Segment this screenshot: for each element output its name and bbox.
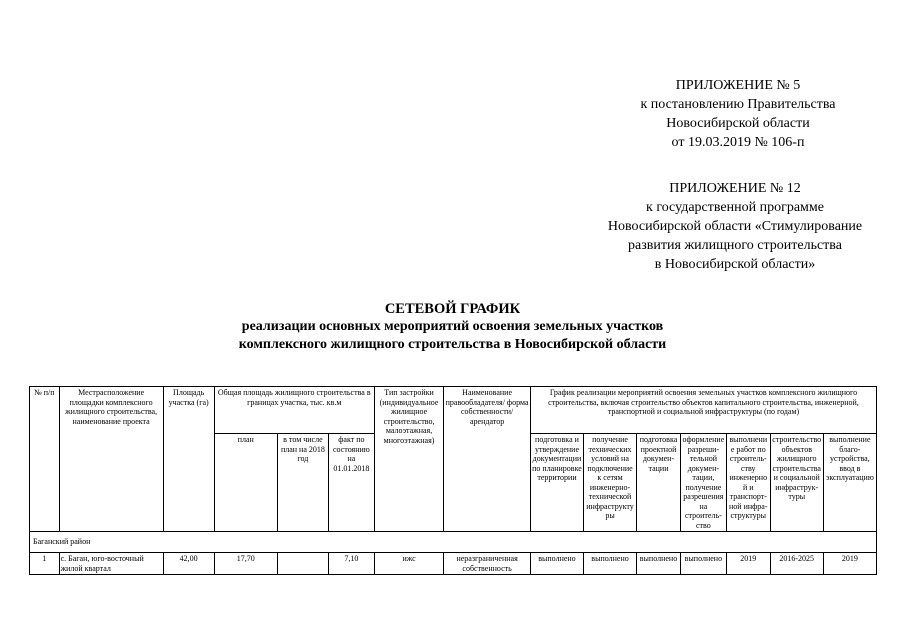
appendix-12-line: развития жилищного строительства: [628, 238, 842, 253]
cell-location: с. Баган, юго-восточный жилой квартал: [59, 553, 163, 575]
cell-planning-docs: выполнено: [530, 553, 583, 575]
header-area: Площадь участка (га): [163, 387, 214, 532]
subheader-commissioning: выполнение благо-устройства, ввод в эксплуатацию: [823, 434, 876, 532]
cell-build-type: ижс: [374, 553, 443, 575]
subheader-construction: строительство объектов жилищного строительства и социальной инфраструк-туры: [770, 434, 823, 532]
document-title: [0, 300, 905, 354]
cell-construction: 2016-2025: [770, 553, 823, 575]
subheader-plan: план: [214, 434, 277, 532]
cell-num: 1: [30, 553, 60, 575]
appendix-5-line: от 19.03.2019 № 106-п: [671, 135, 805, 150]
subheader-plan-2018: в том числе план на 2018 год: [277, 434, 328, 532]
document-subtitle-line: реализации основных мероприятий освоения земельных участков: [241, 319, 664, 334]
cell-owner: неразграниченная собственность: [444, 553, 531, 575]
appendix-5-title: ПРИЛОЖЕНИЕ № 5: [675, 78, 801, 93]
subheader-infrastructure: выполнение работ по строитель-ству инженерной и транспорт-ной инфра-структуры: [726, 434, 770, 532]
subheader-tech-conditions: получение технических условий на подключение к сетям инженерно-технической инфраструктуры: [584, 434, 637, 532]
subheader-planning-docs: подготовка и утверждение документации по планировке территории: [530, 434, 583, 532]
header-owner: Наименование правообладателя/ форма собственности/ арендатор: [444, 387, 531, 532]
table-row: [30, 553, 877, 575]
district-name: Баганский район: [30, 532, 877, 553]
appendix-12-title: ПРИЛОЖЕНИЕ № 12: [669, 181, 801, 196]
cell-plan-2018: [277, 553, 328, 575]
document-title-main: СЕТЕВОЙ ГРАФИК: [384, 301, 521, 317]
subheader-fact: факт по состоянию на 01.01.2018: [328, 434, 374, 532]
table-header-row: [30, 387, 877, 434]
appendix-12-line: к государственной программе: [646, 200, 824, 215]
appendix-5-line: к постановлению Правительства: [640, 97, 836, 112]
cell-fact: 7,10: [328, 553, 374, 575]
cell-project-docs: выполнено: [637, 553, 681, 575]
appendix-12-block: [585, 179, 885, 274]
schedule-table: [29, 386, 877, 575]
cell-commissioning: 2019: [823, 553, 876, 575]
subheader-project-docs: подготовка проектной докумен-тации: [637, 434, 681, 532]
cell-plan: 17,70: [214, 553, 277, 575]
cell-infrastructure: 2019: [726, 553, 770, 575]
appendix-12-line: в Новосибирской области»: [654, 257, 816, 272]
header-num: № п/п: [30, 387, 60, 532]
subheader-permits: оформление разреши-тельной докумен-тации, получение разрешения на строитель-ство: [680, 434, 726, 532]
appendix-5-block: [598, 76, 878, 152]
header-build-type: Тип застройки (индивидуальное жилищное строительство, малоэтажная, многоэтажная): [374, 387, 443, 532]
cell-tech-conditions: выполнено: [584, 553, 637, 575]
header-schedule: График реализации мероприятий освоения земельных участков комплексного жилищного строительства, включая строительство объектов капитального строительства, инженерной, транспортной и социальной инфраструктуры (по годам): [530, 387, 876, 434]
document-subtitle-line: комплексного жилищного строительства в Новосибирской области: [238, 337, 667, 352]
header-location: Местрасположение площадки комплексного жилищного строительства, наименование проекта: [59, 387, 163, 532]
header-total-area: Общая площадь жилищного строительства в границах участка, тыс. кв.м: [214, 387, 374, 434]
appendix-5-line: Новосибирской области: [666, 116, 810, 131]
cell-permits: выполнено: [680, 553, 726, 575]
cell-area: 42,00: [163, 553, 214, 575]
district-row: [30, 532, 877, 553]
appendix-12-line: Новосибирской области «Стимулирование: [607, 219, 863, 234]
